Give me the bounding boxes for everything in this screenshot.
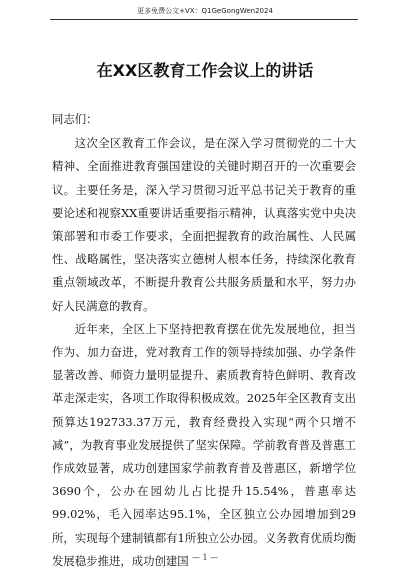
header-note: 更多免费公文+VX：Q1GeGongWen2024	[137, 7, 273, 15]
document-title: 在XX区教育工作会议上的讲话	[96, 61, 314, 80]
page-number: — 1 —	[191, 553, 219, 562]
header-divider	[50, 19, 358, 20]
paragraph-1: 这次全区教育工作会议，是在深入学习贯彻党的二十大精神、全面推进教育强国建设的关键时期召开的一次重要会议。主要任务是，深入学习贯彻习近平总书记关于教育的重要论述和视察XX重要讲话重要指示精神，认真落实党中央决策部署和市委工作要求，全面把握教育的政治属性、人民属性、战略属性，坚决落实立德树人根本任务，持续深化教育重点领域改革，不断提升教育公共服务质量和水平，努力办好人民满意的教育。	[52, 136, 356, 313]
document-body	[52, 108, 356, 573]
salutation: 同志们：	[52, 112, 98, 126]
paragraph-2: 近年来，全区上下坚持把教育摆在优先发展地位，担当作为、加力奋进，党对教育工作的领导持续加强、办学条件显著改善、师资力量明显提升、素质教育特色鲜明、教育改革走深走实，各项工作取得积极成效。2025年全区教育支出预算达192733.37万元，教育经费投入实现“两个只增不减”，为教育事业发展提供了坚实保障。学前教育普及普惠工作成效显著，成功创建国家学前教育普及普惠区，新增学位3690个，公办在园幼儿占比提升15.54%，普惠率达99.02%，毛入园率达95.1%，全区独立公办园增加到29所，实现每个建制镇都有1所独立公办园。义务教育优质均衡发展稳步推进，成功创建国	[52, 321, 356, 568]
